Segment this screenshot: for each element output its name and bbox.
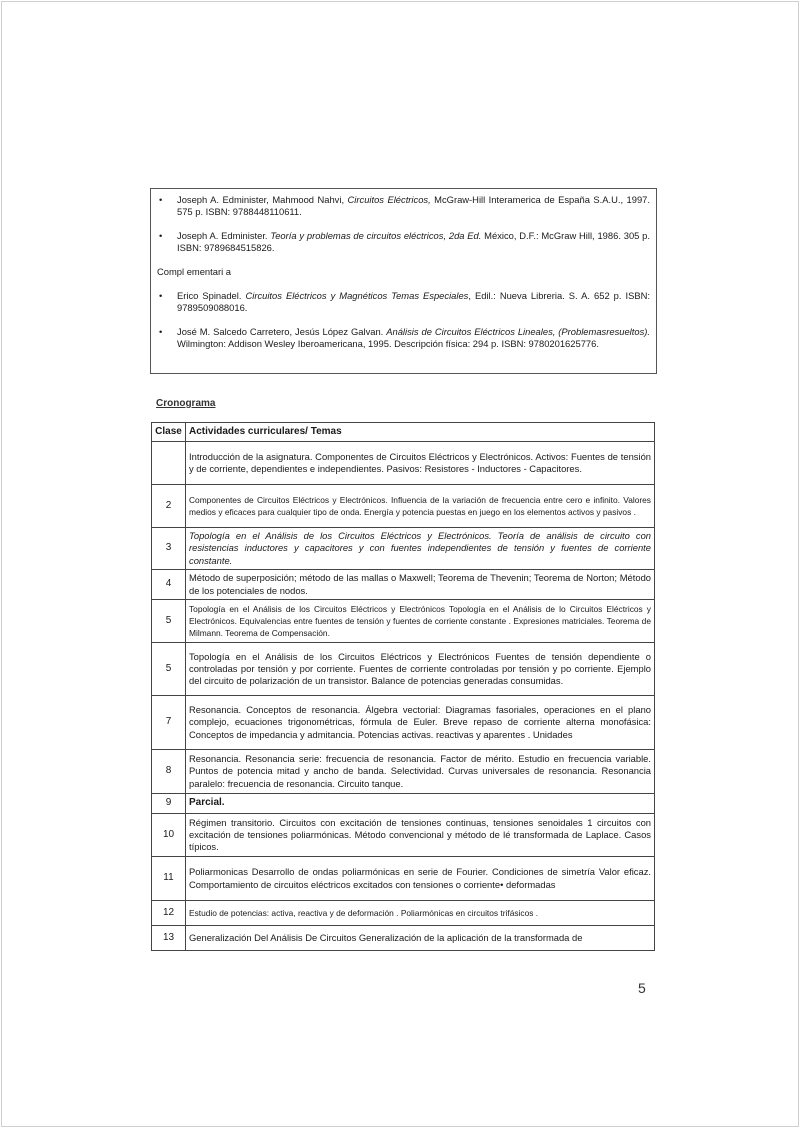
bullet-icon: • — [159, 290, 163, 301]
cronograma-table — [151, 422, 655, 951]
table-row — [152, 857, 655, 901]
table-row — [152, 442, 655, 485]
clase-cell: 3 — [152, 528, 186, 570]
clase-cell: 8 — [152, 750, 186, 794]
temas-cell: Método de superposición; método de las mallas o Maxwell; Teorema de Thevenin; Teorema de Norton; Método de los potenciales de nodos. — [186, 570, 655, 600]
header-temas: Actividades curriculares/ Temas — [186, 423, 655, 442]
header-clase: Clase — [152, 423, 186, 442]
clase-cell: 2 — [152, 485, 186, 528]
table-row — [152, 794, 655, 814]
bibliography-item — [157, 290, 650, 314]
table-row — [152, 600, 655, 643]
clase-cell: 4 — [152, 570, 186, 600]
cronograma-title: Cronograma — [156, 398, 216, 409]
clase-cell: 10 — [152, 814, 186, 857]
bullet-icon: • — [159, 230, 163, 241]
bib-authors: José M. Salcedo Carretero, Jesús López Galvan. — [177, 326, 387, 337]
bullet-icon: • — [159, 194, 163, 205]
bibliography-item — [157, 230, 650, 254]
bib-title: Circuitos Eléctricos y Magnéticos Temas Especiales — [245, 290, 469, 301]
table-row — [152, 696, 655, 750]
clase-cell: 13 — [152, 926, 186, 951]
temas-cell: Topología en el Análisis de los Circuitos Eléctricos y Electrónicos. Teoría de análisis de circuito con resistencias inductores y capacitores y con fuentes independientes de tensión y fuentes de corriente constante. — [186, 528, 655, 570]
clase-cell: 5 — [152, 643, 186, 696]
temas-cell: Introducción de la asignatura. Componentes de Circuitos Eléctricos y Electrónicos. Activos: Fuentes de tensión y de corriente, dependientes e independientes. Pasivos: Resistores - Inductores - Capacitores. — [186, 442, 655, 485]
table-header-row — [152, 423, 655, 442]
temas-cell: Resonancia. Conceptos de resonancia. Álgebra vectorial: Diagramas fasoriales, operaciones en el plano complejo, ecuaciones trigonométricas, fórmula de Euler. Breve repaso de corriente alterna monofásica: Conceptos de impedancia y admitancia. Potencias activas. reactivas y aparentes . Unidades — [186, 696, 655, 750]
clase-cell: 12 — [152, 901, 186, 926]
bib-title: Circuitos Eléctricos, — [347, 194, 431, 205]
table-row — [152, 528, 655, 570]
temas-cell: Régimen transitorio. Circuitos con excitación de tensiones continuas, tensiones senoidales 1 circuitos con excitación de tensiones poliarmónicas. Método convencional y método de lé transformada de Laplace. Casos típicos. — [186, 814, 655, 857]
clase-cell: 11 — [152, 857, 186, 901]
clase-cell: 7 — [152, 696, 186, 750]
table-row — [152, 643, 655, 696]
bullet-icon: • — [159, 326, 163, 337]
table-row — [152, 485, 655, 528]
bib-title: Análisis de Circuitos Eléctricos Lineales, (Problemasresueltos). — [386, 326, 650, 337]
clase-cell — [152, 442, 186, 485]
table-row — [152, 814, 655, 857]
bib-details: McGraw-Hill Interamerica de España S.A.U., 1997. 575 p. ISBN: 9788448110611. — [177, 194, 650, 217]
temas-cell: Topología en el Análisis de los Circuitos Eléctricos y Electrónicos Topología en el Análisis de lo Circuitos Eléctricos y Electrónicos. Equivalencias entre fuentes de tensión y fuentes de corriente constante . Expresiones matriciales. Teorema de Milmann. Teorema de Compensación. — [186, 600, 655, 643]
table-row — [152, 901, 655, 926]
temas-cell: Resonancia. Resonancia serie: frecuencia de resonancia. Factor de mérito. Estudio en frecuencia variable. Puntos de potencia mitad y ancho de banda. Selectividad. Curvas universales de resonancia. Resonancia paralelo: frecuencia de resonancia. Circuito tanque. — [186, 750, 655, 794]
bib-authors: Joseph A. Edminister. — [177, 230, 271, 241]
bibliography-item — [157, 194, 650, 218]
temas-cell: Estudio de potencias: activa, reactiva y de deformación . Poliarmónicas en circuitos trifásicos . — [186, 901, 655, 926]
clase-cell: 9 — [152, 794, 186, 814]
temas-cell: Topología en el Análisis de los Circuitos Eléctricos y Electrónicos Fuentes de tensión dependiente o controladas por tensión y por corriente. Fuentes de corriente controladas por tensión y po corriente. Ejemplo del circuito de polarización de un transistor. Balance de potencias generadas consumidas. — [186, 643, 655, 696]
page-number: 5 — [638, 980, 646, 996]
table-row — [152, 750, 655, 794]
bibliography-item — [157, 326, 650, 350]
table-row — [152, 570, 655, 600]
temas-cell: Componentes de Circuitos Eléctricos y Electrónicos. Influencia de la variación de frecuencia entre cero e infinito. Valores medios y eficaces para cualquier tipo de onda. Energía y potencia puestas en juego en los elementos activos y pasivos . — [186, 485, 655, 528]
temas-cell: Poliarmonicas Desarrollo de ondas poliarmónicas en serie de Fourier. Condiciones de simetría Valor eficaz. Comportamiento de circuitos eléctricos excitados con tensiones o corriente• deformadas — [186, 857, 655, 901]
bib-authors: Joseph A. Edminister, Mahmood Nahvi, — [177, 194, 348, 205]
bib-details: Wilmington: Addison Wesley Iberoamericana, 1995. Descripción física: 294 p. ISBN: 9780201625776. — [177, 338, 599, 349]
temas-cell: Generalización Del Análisis De Circuitos Generalización de la aplicación de la transformada de — [186, 926, 655, 951]
bibliography-box — [150, 188, 657, 374]
bib-details: , Edil.: Nueva Libreria. S. A. 652 p. ISBN: 9789509088016. — [177, 290, 650, 313]
complementary-heading: Compl ementari a — [157, 266, 231, 277]
bib-authors: Erico Spinadel. — [177, 290, 246, 301]
bib-title: Teoría y problemas de circuitos eléctricos, 2da Ed. — [270, 230, 482, 241]
temas-cell: Parcial. — [186, 794, 655, 814]
bib-details: México, D.F.: McGraw Hill, 1986. 305 p. ISBN: 9789684515826. — [177, 230, 650, 253]
table-row — [152, 926, 655, 951]
clase-cell: 5 — [152, 600, 186, 643]
